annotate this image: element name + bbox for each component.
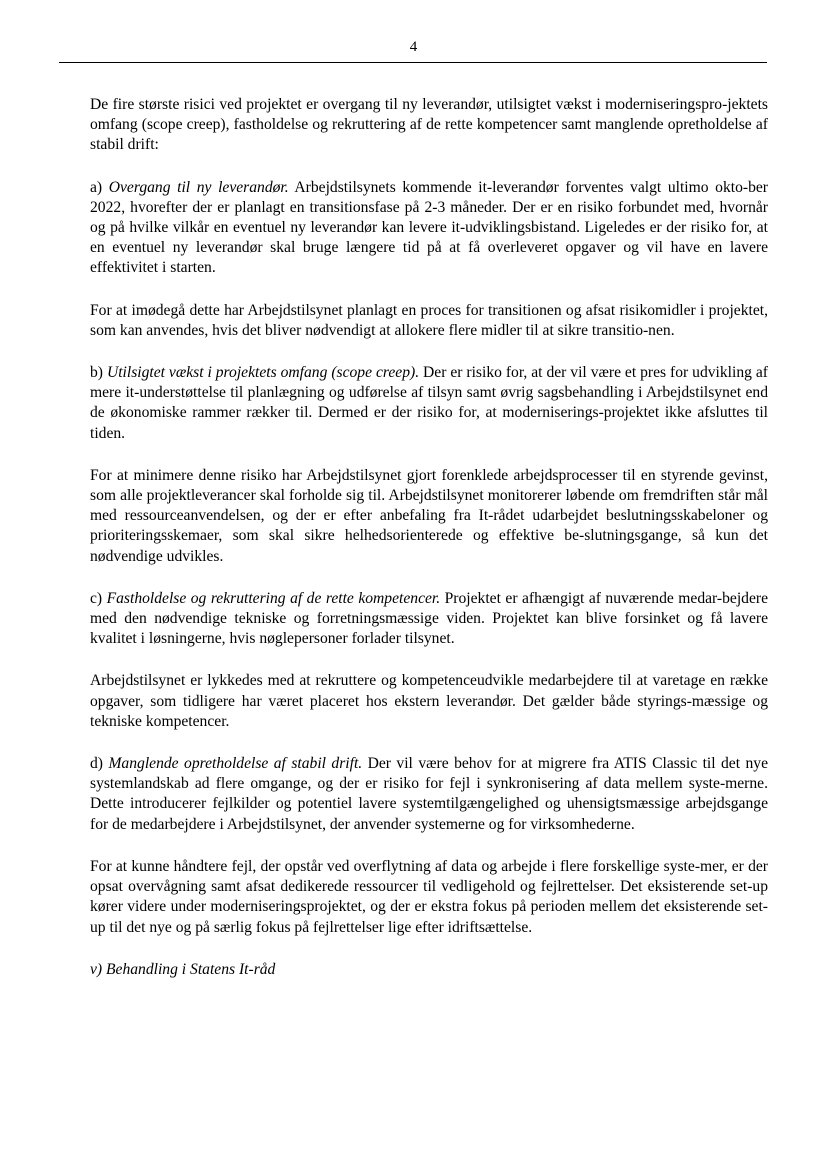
risk-a-lead: a) <box>90 178 109 196</box>
header-rule <box>59 62 767 63</box>
risk-b-lead: b) <box>90 364 107 382</box>
risk-c-mitigation-paragraph: Arbejdstilsynet er lykkedes med at rekruttere og kompetenceudvikle medarbejdere til at varetage en række opgaver, som tidligere har været placeret hos ekstern leverandør. Det gælder både styrings-mæssige og tekniske kompetencer. <box>90 672 768 730</box>
risk-a-paragraph <box>90 178 768 279</box>
risk-c-text: Projektet er afhængigt af nuværende medar-bejdere med den nødvendige tekniske og forretningsmæssige viden. Projektet kan blive forsinket og få lavere kvalitet i løsningerne, hvis nøglepersoner forlader tilsynet. <box>90 589 769 648</box>
body-text <box>90 95 768 1002</box>
risk-b-paragraph <box>90 363 768 444</box>
risk-c-lead: c) <box>90 589 107 607</box>
risk-d-mitigation-paragraph: For at kunne håndtere fejl, der opstår ved overflytning af data og arbejde i flere forskellige syste-mer, er der opsat overvågning samt afsat dedikerede ressourcer til vedligehold og fejlrettelser. Det eksisterende set-up kører videre under moderniseringsprojektet, og der er ekstra fokus på perioden mellem det eksisterende set-up til det nye og på særlig fokus på fejlrettelser lige efter idriftsættelse. <box>90 857 768 936</box>
risk-a-mitigation-paragraph: For at imødegå dette har Arbejdstilsynet planlagt en proces for transitionen og afsat risikomidler i projektet, som kan anvendes, hvis det bliver nødvendigt at allokere flere midler til at sikre transitio-nen. <box>90 301 768 339</box>
risk-d-paragraph <box>90 754 768 835</box>
risk-a-text: Arbejdstilsynets kommende it-leverandør forventes valgt ultimo okto-ber 2022, hvorefter der er planlagt en transitionsfase på 2-3 måneder. Der er en risiko forbundet med, hvornår og på hvilke vilkår en eventuel ny leverandør kan levere it-udviklingsbistand. Ligeledes er der risiko for, at en eventuel ny leverandør skal bruge længere tid på at få overleveret opgaver og vil have en lavere effektivitet i starten. <box>90 178 768 277</box>
risk-b-mitigation-paragraph: For at minimere denne risiko har Arbejdstilsynet gjort forenklede arbejdsprocesser til en styrende gevinst, som alle projektleverancer skal forholde sig til. Arbejdstilsynet monitorerer løbende om fremdriften står mål med ressourceanvendelsen, og der er efter anbefaling fra It-rådet udarbejdet beslutningsskabeloner og prioriteringsskemaer, som skal sikre helhedsorienterede og effektive be-slutningsgange, så kun det nødvendige udvikles. <box>90 466 768 565</box>
page-number: 4 <box>409 39 418 55</box>
risk-b-text: Der er risiko for, at der vil være et pres for udvikling af mere it-understøttelse til planlægning og udførelse af tilsyn samt øvrig sagsbehandling i Arbejdstilsynet end de økonomiske rammer rækker til. Dermed er der risiko for, at moderniserings-projektet ikke afsluttes til tiden. <box>90 364 768 442</box>
risk-d-lead: d) <box>90 755 109 773</box>
section-heading: v) Behandling i Statens It-råd <box>90 960 276 978</box>
risk-b-title: Utilsigtet vækst i projektets omfang (scope creep). <box>106 364 420 382</box>
intro-paragraph: De fire største risici ved projektet er overgang til ny leverandør, utilsigtet vækst i moderniseringspro-jektets omfang (scope creep), fastholdelse og rekruttering af de rette kompetencer samt manglende opretholdelse af stabil drift: <box>90 96 768 154</box>
risk-d-text: Der vil være behov for at migrere fra ATIS Classic til det nye systemlandskab ad flere omgange, og der er risiko for fejl i synkronisering af data mellem syste-merne. Dette introducerer fejlkilder og potentiel lavere systemtilgængelighed og uhensigtsmæssige arbejdsgange for de medarbejdere i Arbejdstilsynet, der anvender systemerne og for virksomhederne. <box>90 755 768 833</box>
risk-c-paragraph <box>90 589 768 650</box>
risk-a-title: Overgang til ny leverandør. <box>108 178 289 196</box>
risk-d-title: Manglende opretholdelse af stabil drift. <box>108 755 363 773</box>
risk-c-title: Fastholdelse og rekruttering af de rette kompetencer. <box>106 589 441 607</box>
